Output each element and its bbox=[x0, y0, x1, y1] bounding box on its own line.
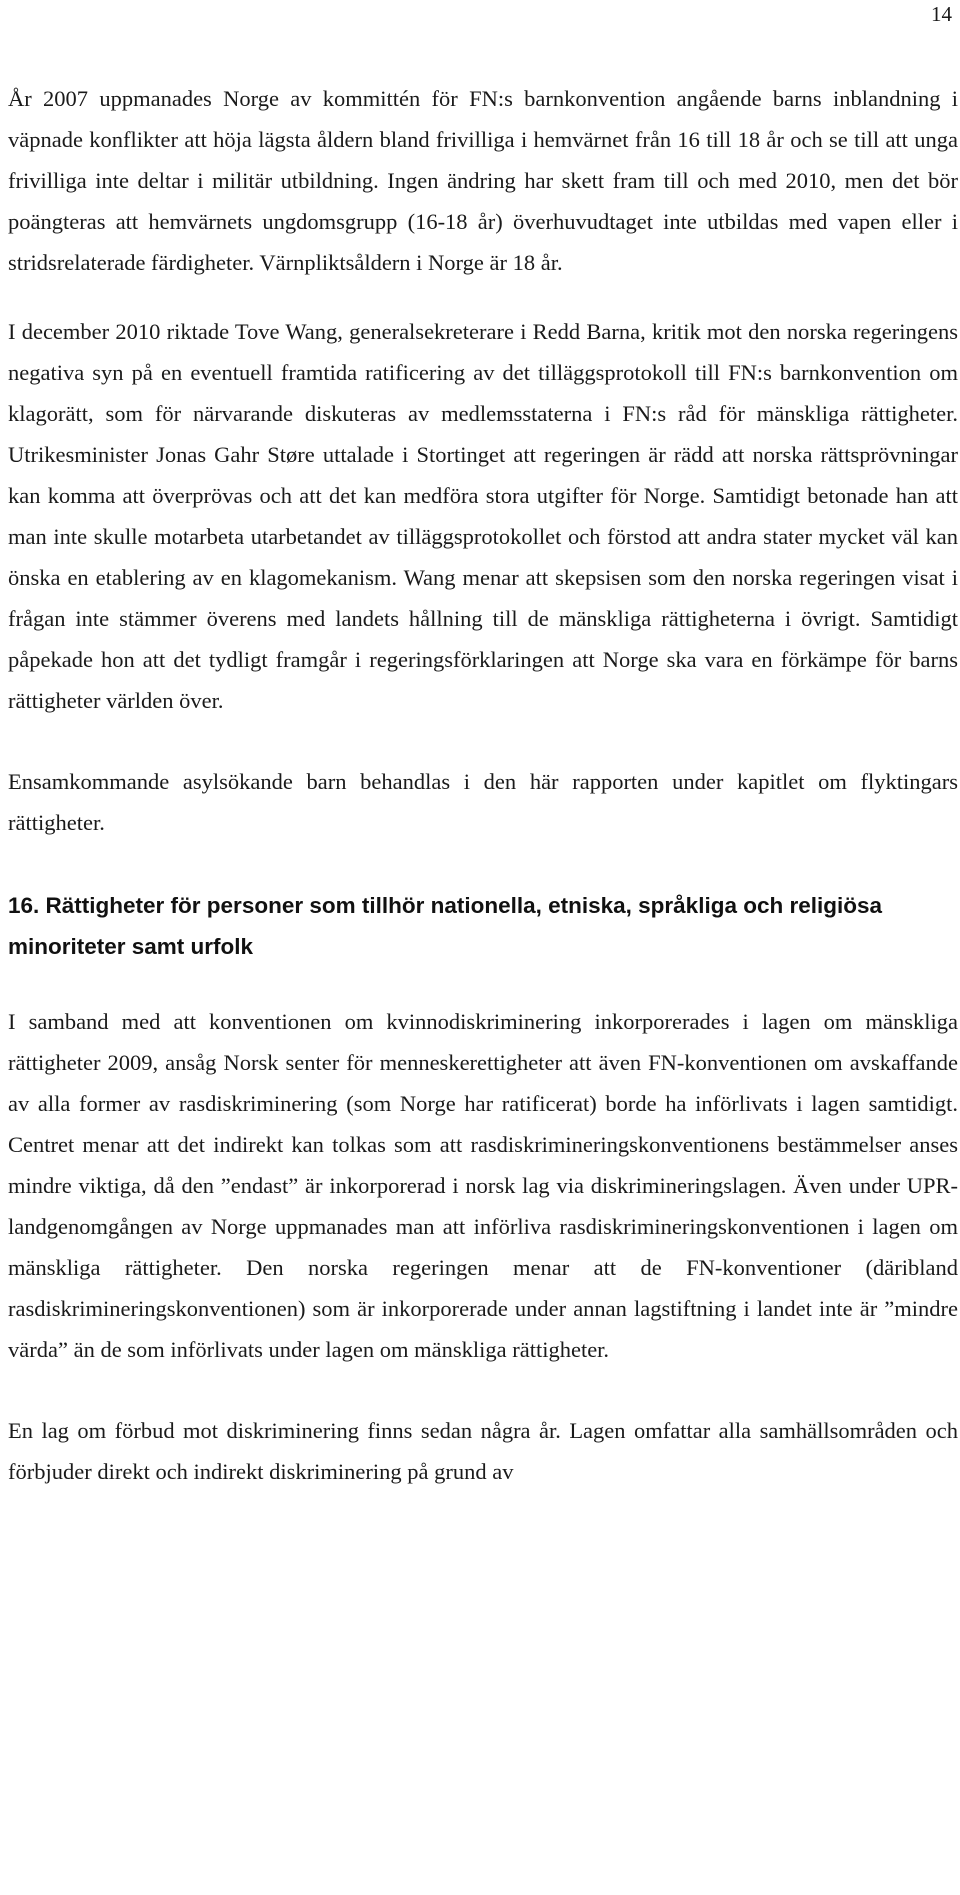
section-title: Rättigheter för personer som tillhör nationella, etniska, språkliga och religiösa minoriteter samt urfolk bbox=[8, 893, 883, 959]
page-number: 14 bbox=[931, 2, 952, 26]
section-number: 16. bbox=[8, 893, 40, 918]
section-heading bbox=[8, 885, 958, 967]
paragraph-race-discrimination-convention: I samband med att konventionen om kvinnodiskriminering inkorporerades i lagen om mänskliga rättigheter 2009, ansåg Norsk senter för menneskerettigheter att även FN-konventionen om avskaffande av alla former av rasdiskriminering (som Norge har ratificerat) borde ha införlivats i lagen samtidigt. Centret menar att det indirekt kan tolkas som att rasdiskrimineringskonventionens bestämmelser anses mindre viktiga, då den ”endast” är inkorporerad i norsk lag via diskrimineringslagen. Även under UPR-landgenomgången av Norge uppmanades man att införliva rasdiskrimineringskonventionen i lagen om mänskliga rättigheter. Den norska regeringen menar att de FN-konventioner (däribland rasdiskrimineringskonventionen) som är inkorporerade under annan lagstiftning i landet inte är ”mindre värda” än de som införlivats under lagen om mänskliga rättigheter. bbox=[8, 1009, 958, 1362]
paragraph-discrimination-law: En lag om förbud mot diskriminering finns sedan några år. Lagen omfattar alla samhällsområden och förbjuder direkt och indirekt diskriminering på grund av bbox=[8, 1418, 958, 1484]
document-body bbox=[8, 78, 958, 1492]
paragraph-conscription-age: År 2007 uppmanades Norge av kommittén för FN:s barnkonvention angående barns inblandning i väpnade konflikter att höja lägsta åldern bland frivilliga i hemvärnet från 16 till 18 år och se till att unga frivilliga inte deltar i militär utbildning. Ingen ändring har skett fram till och med 2010, men det bör poängteras att hemvärnets ungdomsgrupp (16-18 år) överhuvudtaget inte utbildas med vapen eller i stridsrelaterade färdigheter. Värnpliktsåldern i Norge är 18 år. bbox=[8, 86, 958, 275]
paragraph-complaint-protocol: I december 2010 riktade Tove Wang, generalsekreterare i Redd Barna, kritik mot den norska regeringens negativa syn på en eventuell framtida ratificering av det tilläggsprotokoll till FN:s barnkonvention om klagorätt, som för närvarande diskuteras av medlemsstaterna i FN:s råd för mänskliga rättigheter. Utrikesminister Jonas Gahr Støre uttalade i Stortinget att regeringen är rädd att norska rättsprövningar kan komma att överprövas och att det kan medföra stora utgifter för Norge. Samtidigt betonade han att man inte skulle motarbeta utarbetandet av tilläggsprotokollet och förstod att andra stater mycket väl kan önska en etablering av en klagomekanism. Wang menar att skepsisen som den norska regeringen visat i frågan inte stämmer överens med landets hållning till de mänskliga rättigheterna i övrigt. Samtidigt påpekade hon att det tydligt framgår i regeringsförklaringen att Norge ska vara en förkämpe för barns rättigheter världen över. bbox=[8, 319, 958, 713]
paragraph-asylum-children: Ensamkommande asylsökande barn behandlas i den här rapporten under kapitlet om flyktingars rättigheter. bbox=[8, 769, 958, 835]
